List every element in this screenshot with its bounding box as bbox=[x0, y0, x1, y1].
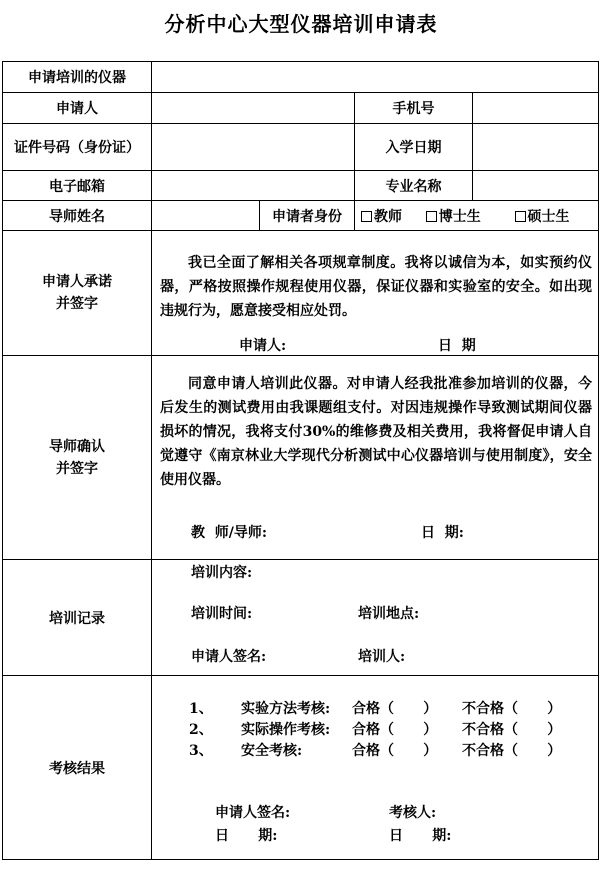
identity-option-master[interactable]: 硕士生 bbox=[515, 209, 570, 225]
advisor-sign-label: 教 师/导师: bbox=[191, 525, 268, 541]
label-email: 电子邮箱 bbox=[3, 171, 152, 201]
field-instrument[interactable] bbox=[152, 62, 599, 93]
exam-applicant-sign-label: 申请人签名: bbox=[215, 805, 291, 821]
training-record-cell bbox=[152, 560, 599, 676]
label-training-record: 培训记录 bbox=[3, 560, 152, 676]
exam-item-3-name: 安全考核: bbox=[241, 743, 303, 759]
advisor-confirm-text: 同意申请人培训此仪器。对申请人经我批准参加培训的仪器，今后发生的测试费用由我课题组支付。对因违规操作导致测试期间仪器损坏的情况，我将支付30%的维修费及相关费用，我将督促申请人自觉遵守《南京林业大学现代分析测试中心仪器培训与使用制度》，安全使用仪器。 bbox=[160, 376, 592, 488]
training-time-label: 培训时间: bbox=[191, 606, 253, 622]
label-enroll-date: 入学日期 bbox=[355, 124, 473, 171]
exam-item-2-fail: 不合格（ ） bbox=[462, 722, 562, 738]
row-instrument bbox=[3, 62, 599, 93]
row-commitment bbox=[3, 231, 599, 356]
exam-item-1-fail: 不合格（ ） bbox=[462, 701, 562, 717]
exam-item-2-num: 2、 bbox=[189, 722, 213, 738]
identity-option-teacher[interactable]: 教师 bbox=[361, 209, 402, 225]
row-advisor-confirm bbox=[3, 356, 599, 560]
row-email bbox=[3, 171, 599, 201]
training-content-label: 培训内容: bbox=[191, 565, 253, 581]
label-applicant: 申请人 bbox=[3, 93, 152, 124]
exam-item-3-num: 3、 bbox=[189, 743, 213, 759]
exam-result-cell bbox=[152, 676, 599, 860]
field-applicant[interactable] bbox=[152, 93, 355, 124]
training-trainer-label: 培训人: bbox=[358, 649, 406, 665]
form-title: 分析中心大型仪器培训申请表 bbox=[164, 12, 438, 36]
field-major[interactable] bbox=[473, 171, 599, 201]
label-exam-result: 考核结果 bbox=[3, 676, 152, 860]
exam-examiner-label: 考核人: bbox=[389, 805, 437, 821]
row-exam-result bbox=[3, 676, 599, 860]
label-instrument: 申请培训的仪器 bbox=[3, 62, 152, 93]
identity-options bbox=[355, 201, 599, 231]
label-identity: 申请者身份 bbox=[260, 201, 355, 231]
field-advisor[interactable] bbox=[152, 201, 260, 231]
training-place-label: 培训地点: bbox=[358, 606, 420, 622]
advisor-date-label: 日 期: bbox=[421, 525, 464, 541]
field-id-number[interactable] bbox=[152, 124, 355, 171]
label-commitment: 申请人承诺 并签字 bbox=[3, 231, 152, 356]
row-id-number bbox=[3, 124, 599, 171]
exam-date-label-2: 日 期: bbox=[389, 828, 452, 844]
training-applicant-sign-label: 申请人签名: bbox=[191, 649, 267, 665]
exam-date-label-1: 日 期: bbox=[215, 828, 278, 844]
row-advisor bbox=[3, 201, 599, 231]
label-advisor-confirm: 导师确认 并签字 bbox=[3, 356, 152, 560]
exam-item-1-name: 实验方法考核: bbox=[241, 701, 331, 717]
label-advisor: 导师姓名 bbox=[3, 201, 152, 231]
exam-item-2-pass: 合格（ ） bbox=[352, 722, 438, 738]
commitment-sign-label: 申请人: bbox=[239, 338, 287, 354]
exam-item-1-num: 1、 bbox=[189, 701, 213, 717]
exam-item-3-pass: 合格（ ） bbox=[352, 743, 438, 759]
field-email[interactable] bbox=[152, 171, 355, 201]
exam-item-2-name: 实际操作考核: bbox=[241, 722, 331, 738]
row-training-record bbox=[3, 560, 599, 676]
row-applicant bbox=[3, 93, 599, 124]
identity-option-phd[interactable]: 博士生 bbox=[426, 209, 481, 225]
checkbox-teacher[interactable] bbox=[361, 211, 372, 222]
label-id-number: 证件号码（身份证） bbox=[3, 124, 152, 171]
exam-item-1-pass: 合格（ ） bbox=[352, 701, 438, 717]
commitment-cell bbox=[152, 231, 599, 356]
application-form-table bbox=[2, 61, 599, 860]
advisor-confirm-cell bbox=[152, 356, 599, 560]
label-major: 专业名称 bbox=[355, 171, 473, 201]
commitment-date-label: 日 期 bbox=[438, 338, 476, 354]
checkbox-master[interactable] bbox=[515, 211, 526, 222]
commitment-text: 我已全面了解相关各项规章制度。我将以诚信为本，如实预约仪器，严格按照操作规程使用仪器，保证仪器和实验室的安全。如出现违规行为，愿意接受相应处罚。 bbox=[160, 255, 592, 319]
field-enroll-date[interactable] bbox=[473, 124, 599, 171]
checkbox-phd[interactable] bbox=[426, 211, 437, 222]
label-phone: 手机号 bbox=[355, 93, 473, 124]
exam-item-3-fail: 不合格（ ） bbox=[462, 743, 562, 759]
field-phone[interactable] bbox=[473, 93, 599, 124]
